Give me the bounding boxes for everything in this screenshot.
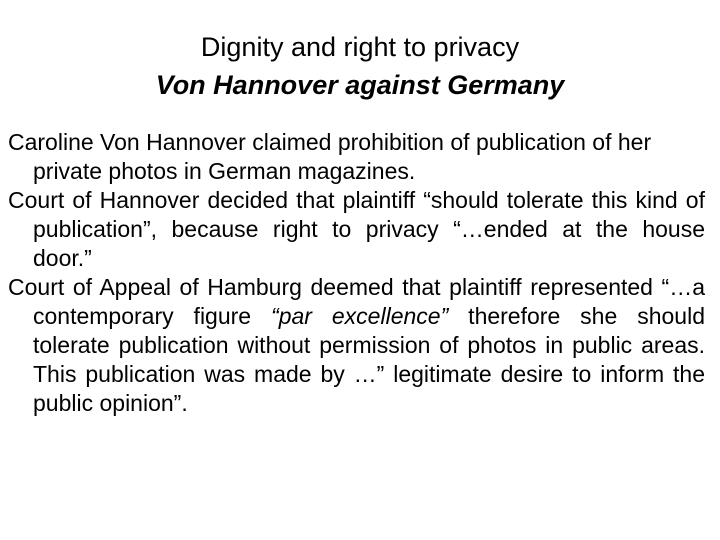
title-line-2: Von Hannover against Germany [155, 70, 565, 100]
slide-body [8, 128, 705, 418]
paragraph-3-text-b: therefore she should tolerate publication without permission of photos in public areas. This publication was made by …” legitimate desire to inform the public opinion”. [33, 303, 705, 416]
paragraph-1: Caroline Von Hannover claimed prohibition of publication of her private photos in German magazines. [8, 129, 652, 184]
slide-title [0, 28, 720, 104]
paragraph-2: Court of Hannover decided that plaintiff “should tolerate this kind of publication”, because right to privacy “…ended at the house door.” [8, 187, 705, 271]
paragraph-3 [8, 273, 705, 418]
paragraph-3-emphasis: “par excellence” [271, 303, 449, 329]
title-line-1: Dignity and right to privacy [200, 32, 520, 62]
paragraph-3-text-a: Court of Appeal of Hamburg deemed that plaintiff represented “…a contemporary figure [8, 274, 705, 329]
